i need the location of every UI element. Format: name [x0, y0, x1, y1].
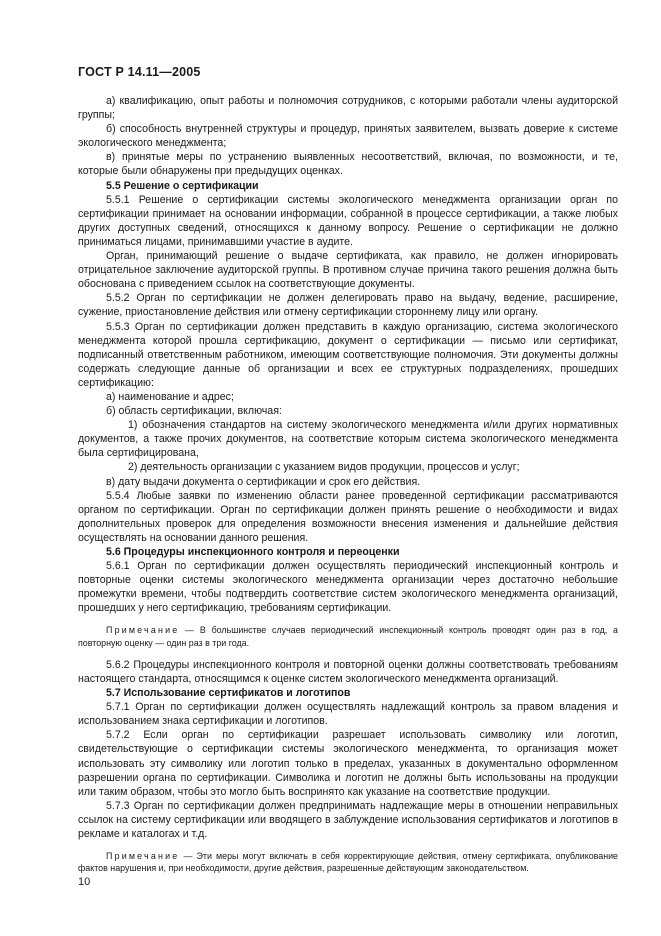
list-item-scope: б) область сертификации, включая: [106, 405, 282, 418]
paragraph-5-5-4: 5.5.4 Любые заявки по изменению области ранее проведенной сертификации рассматриваются органом по сертификации. Орган по сертификации должен принять решение о необходимости и видах дополнительных проверок для определения возможности внесения изменения и дальнейшие действия осуществлять на основании данного решения. [78, 489, 618, 544]
paragraph-5-5-1-cont: Орган, принимающий решение о выдаче сертификата, как правило, не должен игнорировать отрицательное заключение аудиторской группы. В противном случае причина такого решения должна быть обоснована с приведением ссылок на соответствующие документы. [78, 250, 618, 291]
note-measures [78, 850, 618, 874]
paragraph-5-5-2: 5.5.2 Орган по сертификации не должен делегировать право на выдачу, ведение, расширение, сужение, приостановление действия или отмену сертификации стороннему лицу или органу. [78, 292, 618, 319]
note-text: — Эти меры могут включать в себя корректирующие действия, отмену сертификата, опубликование фактов нарушения и, при необходимости, другие действия, разрешенные действующим законодательством. [78, 851, 618, 874]
list-item-issue-date: в) дату выдачи документа о сертификации и срок его действия. [106, 475, 421, 488]
section-heading-5-5: 5.5 Решение о сертификации [106, 179, 259, 192]
paragraph-item-a: а) квалификацию, опыт работы и полномочия сотрудников, с которыми работали члены аудиторской группы; [78, 95, 618, 122]
paragraph-5-6-2: 5.6.2 Процедуры инспекционного контроля и повторной оценки должны соответствовать требованиям настоящего стандарта, относящимся к оценке систем экологического менеджмента организаций. [78, 658, 618, 685]
paragraph-5-7-3: 5.7.3 Орган по сертификации должен предпринимать надлежащие меры в отношении неправильных ссылок на систему сертификации или вводящего в заблуждение использования сертификатов и логотипов в рекламе и каталогах и т.д. [78, 799, 618, 840]
paragraph-5-7-2: 5.7.2 Если орган по сертификации разрешает использовать символику или логотип, свидетельствующие о сертификации системы экологического менеджмента, то организация может использовать эту символику или логотип только в пределах, указанных в документально оформленном разрешении органа по сертификации. Символика и логотип не должны быть использованы на продукции или таким образом, чтобы это могло быть воспринято как указание на соответствие продукции. [78, 729, 618, 798]
section-heading-5-6: 5.6 Процедуры инспекционного контроля и переоценки [106, 546, 400, 558]
note-label: Примечание [106, 851, 180, 862]
paragraph-5-6-1: 5.6.1 Орган по сертификации должен осуществлять периодический инспекционный контроль и повторные оценки системы экологического менеджмента организации через достаточно небольшие промежутки времени, чтобы подтвердить соответствие систем экологического менеджмента организаций, прошедших у него сертификацию, требованиям сертификации. [78, 560, 618, 615]
page-number: 10 [78, 876, 91, 888]
note-text: — В большинстве случаев периодический инспекционный контроль проводят один раз в год, а повторную оценку — один раз в три года. [78, 625, 618, 648]
document-header: ГОСТ Р 14.11—2005 [78, 65, 201, 79]
paragraph-5-7-1: 5.7.1 Орган по сертификации должен осуществлять надлежащий контроль за правом владения и использованием знака сертификации и логотипов. [78, 701, 618, 728]
sublist-item-activity: 2) деятельность организации с указанием видов продукции, процессов и услуг; [128, 461, 520, 474]
document-body [78, 94, 618, 884]
paragraph-5-5-3: 5.5.3 Орган по сертификации должен представить в каждую организацию, система экологического менеджмента которой прошла сертификацию, документ о сертификации — письмо или сертификат, подписанный ответственным работником, имеющим соответствующие полномочия. Эти документы должны содержать следующие данные об организации и всех ее структурных подразделениях, прошедших сертификацию: [78, 320, 618, 389]
note-inspection [78, 624, 618, 648]
section-heading-5-7: 5.7 Использование сертификатов и логотипов [106, 687, 351, 700]
paragraph-item-b: б) способность внутренней структуры и процедур, принятых заявителем, вызвать доверие к системе экологического менеджмента; [78, 123, 618, 150]
note-label: Примечание [106, 625, 180, 636]
list-item-name-address: а) наименование и адрес; [106, 390, 234, 403]
sublist-item-standards: 1) обозначения стандартов на систему экологического менеджмента и/или других нормативных документов, а также прочих документов, на соответствие которым система экологического менеджмента была сертифицирована, [78, 419, 618, 460]
paragraph-5-5-1: 5.5.1 Решение о сертификации системы экологического менеджмента организации орган по сертификации принимает на основании информации, собранной в процессе сертификации, а также любых других доступных сведений, относящихся к данному вопросу. Решение о сертификации не должно приниматься лицами, принимавшими участие в аудите. [78, 193, 618, 248]
paragraph-item-v: в) принятые меры по устранению выявленных несоответствий, включая, по возможности, и те, которые были обнаружены при предыдущих оценках. [78, 151, 618, 178]
